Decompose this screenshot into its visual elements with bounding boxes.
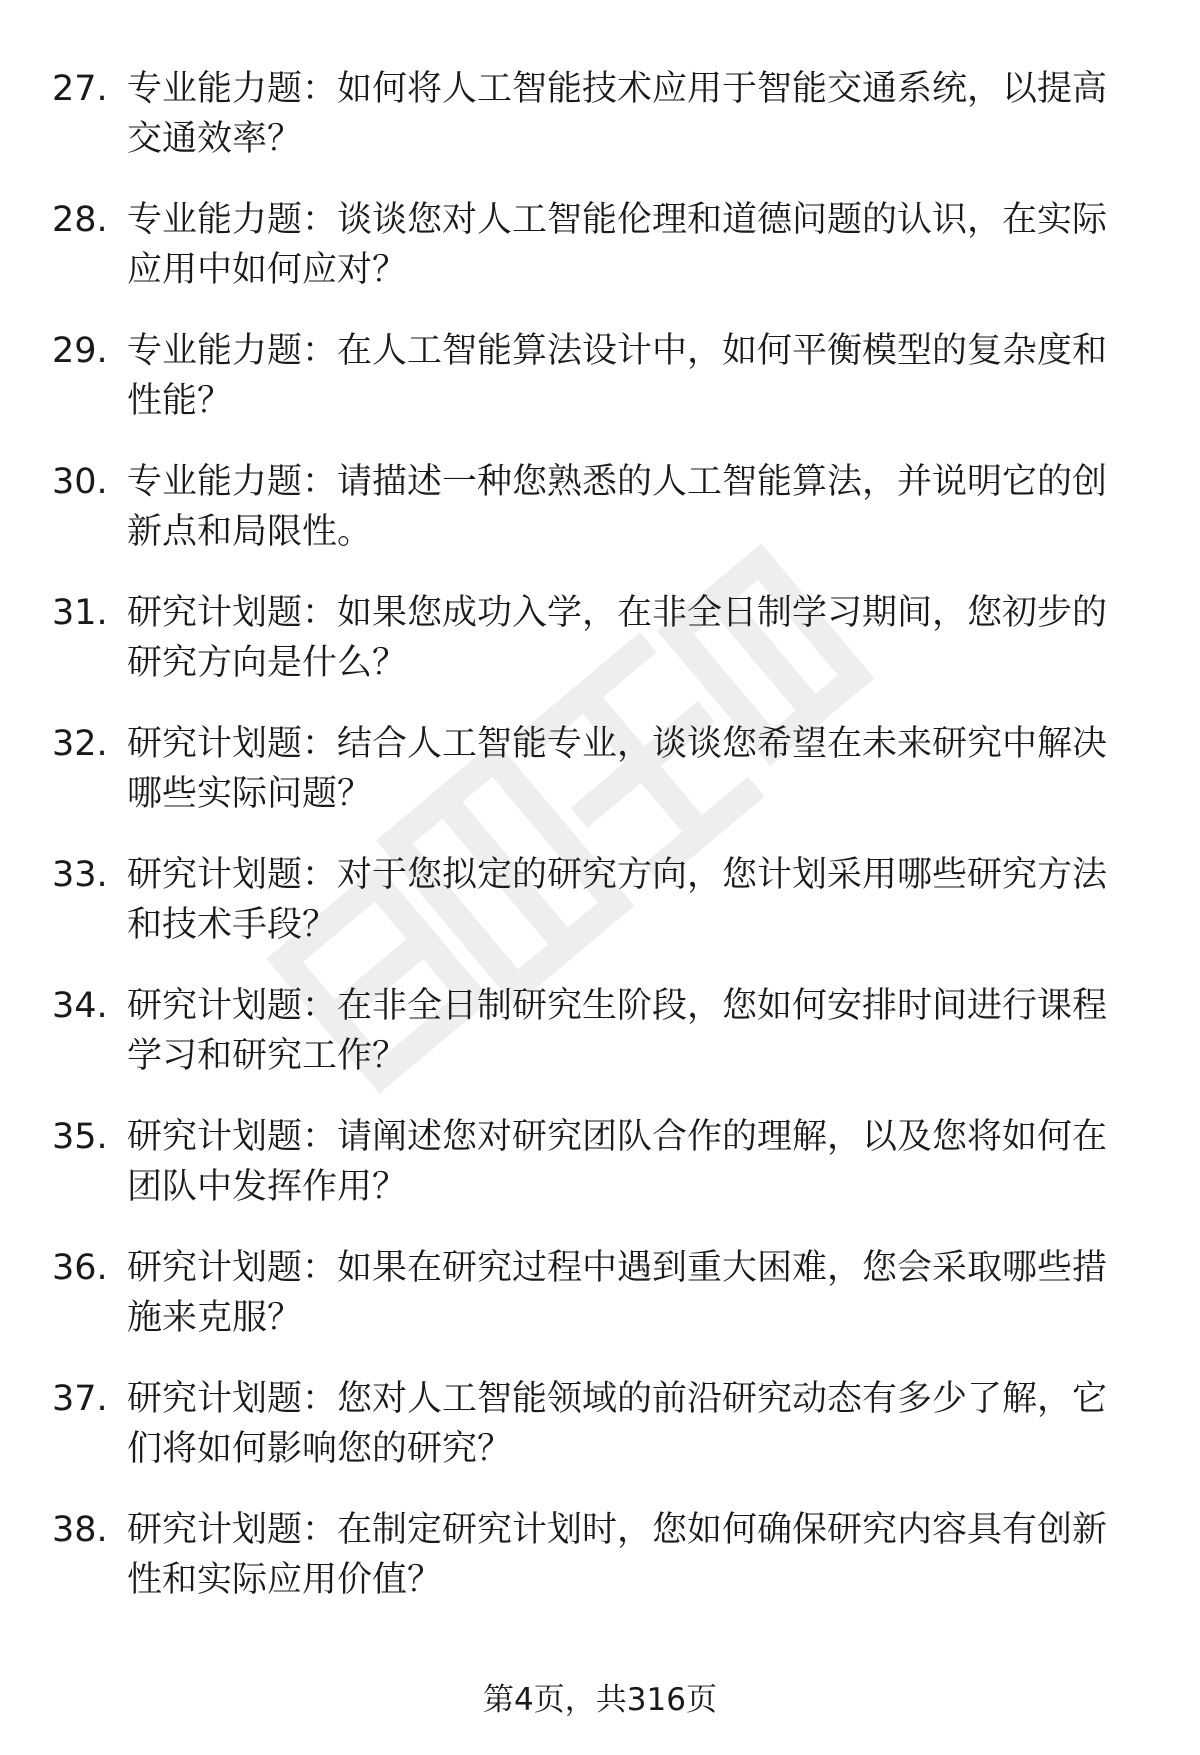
question-number: 31. <box>52 593 108 633</box>
question-text: 专业能力题：在人工智能算法设计中，如何平衡模型的复杂度和性能？ <box>127 331 1108 421</box>
question-number: 29. <box>52 331 108 371</box>
question-item <box>0 1505 1200 1636</box>
question-number: 27. <box>52 69 108 109</box>
question-item <box>0 588 1200 719</box>
question-number: 36. <box>52 1248 108 1288</box>
question-text: 研究计划题：请阐述您对研究团队合作的理解，以及您将如何在团队中发挥作用？ <box>127 1117 1108 1207</box>
question-number: 28. <box>52 200 108 240</box>
question-item <box>0 1243 1200 1374</box>
question-number: 35. <box>52 1117 108 1157</box>
question-text: 研究计划题：如果您成功入学，在非全日制学习期间，您初步的研究方向是什么？ <box>127 593 1108 683</box>
question-item <box>0 981 1200 1112</box>
question-item <box>0 64 1200 195</box>
question-item <box>0 326 1200 457</box>
question-number: 37. <box>52 1379 108 1419</box>
question-number: 33. <box>52 855 108 895</box>
question-number: 34. <box>52 986 108 1026</box>
question-list <box>0 64 1200 1636</box>
question-number: 38. <box>52 1510 108 1550</box>
question-text: 专业能力题：请描述一种您熟悉的人工智能算法，并说明它的创新点和局限性。 <box>127 462 1108 552</box>
page-footer: 第4页，共316页 <box>483 1682 717 1718</box>
question-number: 32. <box>52 724 108 764</box>
question-item <box>0 1112 1200 1243</box>
question-item <box>0 1374 1200 1505</box>
question-item <box>0 719 1200 850</box>
question-text: 研究计划题：对于您拟定的研究方向，您计划采用哪些研究方法和技术手段？ <box>127 855 1108 945</box>
question-number: 30. <box>52 462 108 502</box>
question-item <box>0 457 1200 588</box>
question-text: 研究计划题：您对人工智能领域的前沿研究动态有多少了解，它们将如何影响您的研究？ <box>127 1379 1108 1469</box>
question-item <box>0 195 1200 326</box>
question-text: 研究计划题：在非全日制研究生阶段，您如何安排时间进行课程学习和研究工作？ <box>127 986 1108 1076</box>
question-item <box>0 850 1200 981</box>
question-text: 研究计划题：如果在研究过程中遇到重大困难，您会采取哪些措施来克服？ <box>127 1248 1108 1338</box>
question-text: 专业能力题：谈谈您对人工智能伦理和道德问题的认识，在实际应用中如何应对？ <box>127 200 1108 290</box>
question-text: 研究计划题：结合人工智能专业，谈谈您希望在未来研究中解决哪些实际问题？ <box>127 724 1108 814</box>
question-text: 专业能力题：如何将人工智能技术应用于智能交通系统，以提高交通效率？ <box>127 69 1108 159</box>
question-text: 研究计划题：在制定研究计划时，您如何确保研究内容具有创新性和实际应用价值？ <box>127 1510 1108 1600</box>
